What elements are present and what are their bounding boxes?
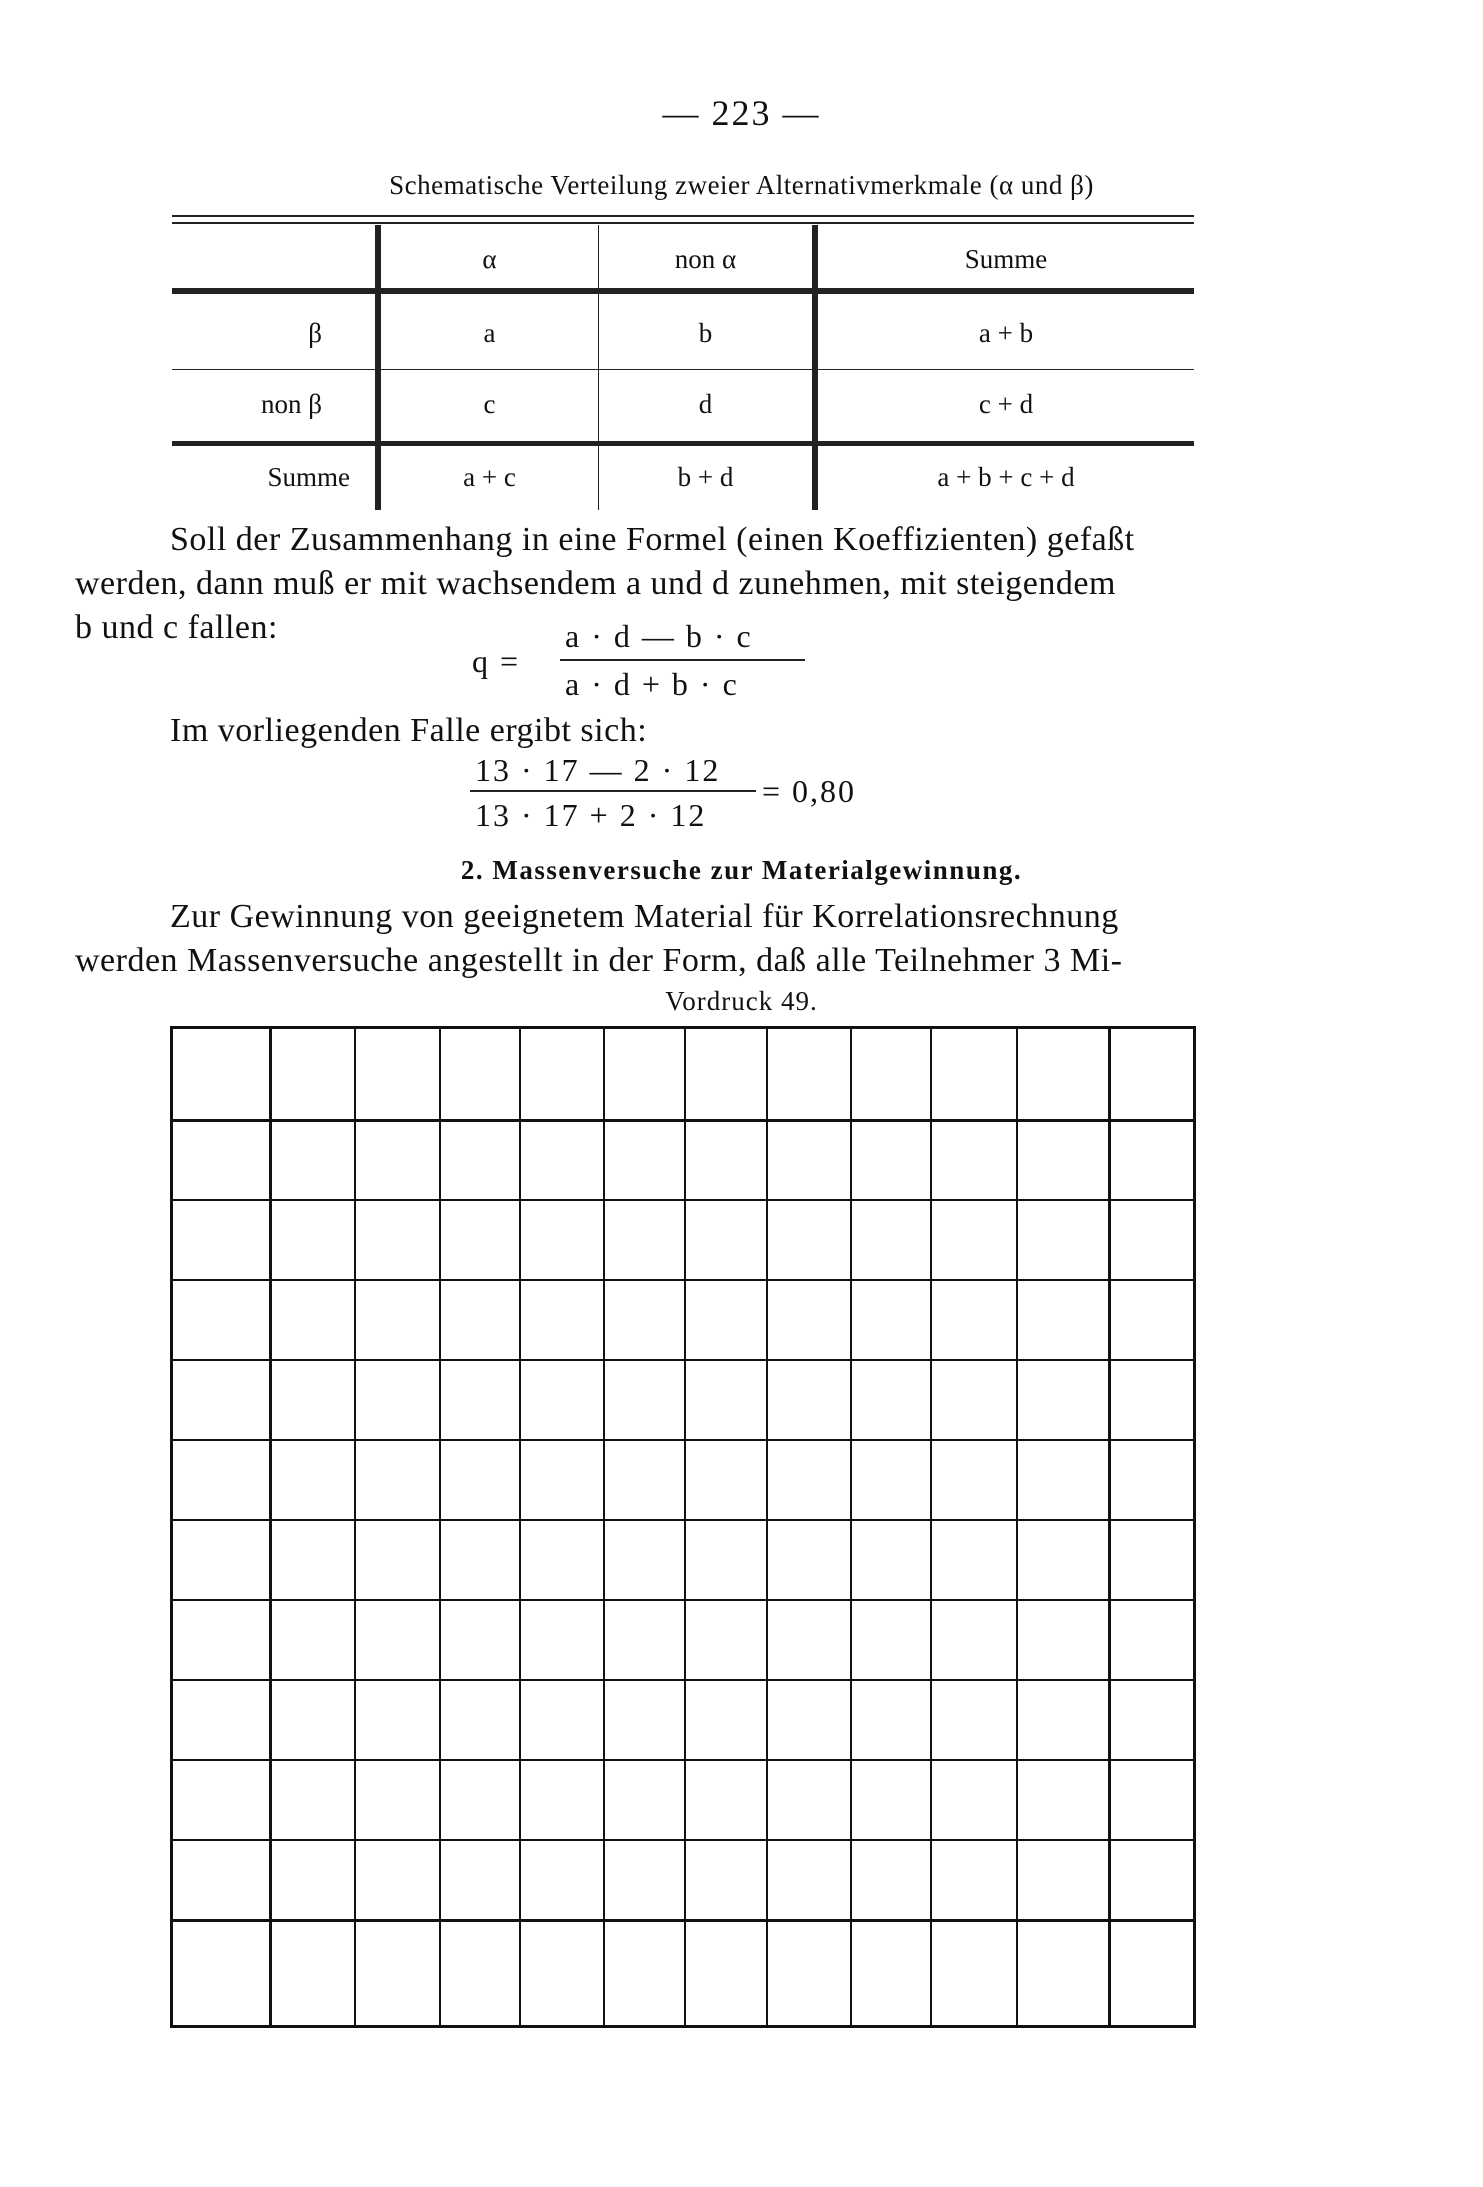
- form-grid-column-line: [850, 1029, 852, 2025]
- cell-d: d: [698, 389, 713, 419]
- summe-rule: [172, 441, 1194, 446]
- cell-c: c: [483, 389, 496, 419]
- cell-a-plus-b: a + b: [978, 318, 1034, 348]
- form-label: Vordruck 49.: [665, 986, 818, 1016]
- paragraph-1-line-1: Soll der Zusammenhang in eine Formel (einen Koeffizienten) gefaßt: [170, 521, 1135, 558]
- header-summe: Summe: [964, 244, 1048, 274]
- form-grid-column-line: [439, 1029, 441, 2025]
- formula-q-denominator: a · d + b · c: [565, 666, 739, 702]
- schema-table: [172, 225, 1194, 510]
- header-alpha: α: [482, 244, 497, 274]
- cell-total: a + b + c + d: [937, 462, 1075, 492]
- form-grid-row-line: [173, 1599, 1193, 1601]
- form-grid-row-line: [173, 1839, 1193, 1841]
- form-grid-row-line: [173, 1439, 1193, 1441]
- formula-q-fraction-bar: [560, 659, 805, 661]
- row-label-non-beta: non β: [261, 389, 322, 419]
- formula-result-denominator: 13 · 17 + 2 · 12: [475, 797, 707, 833]
- form-grid-row-line: [173, 1279, 1193, 1281]
- blank-form-grid: [170, 1026, 1196, 2028]
- cell-a-plus-c: a + c: [463, 462, 516, 492]
- paragraph-1-line-2: werden, dann muß er mit wachsendem a und d zunehmen, mit steigendem: [75, 565, 1116, 602]
- cell-b-plus-d: b + d: [677, 462, 734, 492]
- page-number: — 223 —: [662, 93, 821, 133]
- form-grid-column-line: [766, 1029, 768, 2025]
- header-rule: [172, 288, 1194, 294]
- paragraph-2-text: Im vorliegenden Falle ergibt sich:: [170, 712, 648, 749]
- row-label-beta: β: [308, 318, 322, 348]
- paragraph-3-line-1: Zur Gewinnung von geeignetem Material für Korrelationsrechnung: [170, 898, 1119, 935]
- form-grid-column-line: [603, 1029, 605, 2025]
- row-label-summe: Summe: [267, 462, 350, 492]
- table-caption: Schematische Verteilung zweier Alternativmerkmale (α und β): [389, 170, 1094, 200]
- formula-result-numerator: 13 · 17 — 2 · 12: [475, 752, 721, 788]
- form-grid-column-line: [354, 1029, 356, 2025]
- formula-q-lhs: q =: [472, 643, 521, 679]
- paragraph-3-line-2: werden Massenversuche angestellt in der Form, daß alle Teilnehmer 3 Mi-: [75, 942, 1123, 979]
- form-grid-row-line: [173, 1919, 1193, 1922]
- form-grid-column-line: [930, 1029, 932, 2025]
- form-grid-column-line: [684, 1029, 686, 2025]
- paragraph-1-line-3: b und c fallen:: [75, 609, 278, 646]
- form-grid-column-line: [519, 1029, 521, 2025]
- paragraph-2: [75, 709, 1290, 753]
- formula-result-value: = 0,80: [762, 773, 857, 809]
- cell-c-plus-d: c + d: [978, 389, 1034, 419]
- table-top-rule-inner: [172, 222, 1194, 224]
- paragraph-3: [75, 895, 1290, 983]
- form-grid-column-line: [1016, 1029, 1018, 2025]
- form-grid-row-line: [173, 1759, 1193, 1761]
- form-grid-column-line: [269, 1029, 272, 2025]
- row-rule: [172, 369, 1194, 370]
- table-top-rule: [172, 215, 1194, 217]
- cell-a: a: [483, 318, 496, 348]
- section-heading: 2. Massenversuche zur Materialgewinnung.: [460, 855, 1023, 885]
- cell-b: b: [698, 318, 713, 348]
- form-grid-row-line: [173, 1119, 1193, 1122]
- form-grid-row-line: [173, 1519, 1193, 1521]
- form-grid-row-line: [173, 1199, 1193, 1201]
- formula-result-fraction-bar: [470, 790, 756, 792]
- form-grid-row-line: [173, 1359, 1193, 1361]
- form-grid-row-line: [173, 1679, 1193, 1681]
- header-non-alpha: non α: [674, 244, 737, 274]
- formula-q-numerator: a · d — b · c: [565, 618, 753, 654]
- form-grid-column-line: [1108, 1029, 1111, 2025]
